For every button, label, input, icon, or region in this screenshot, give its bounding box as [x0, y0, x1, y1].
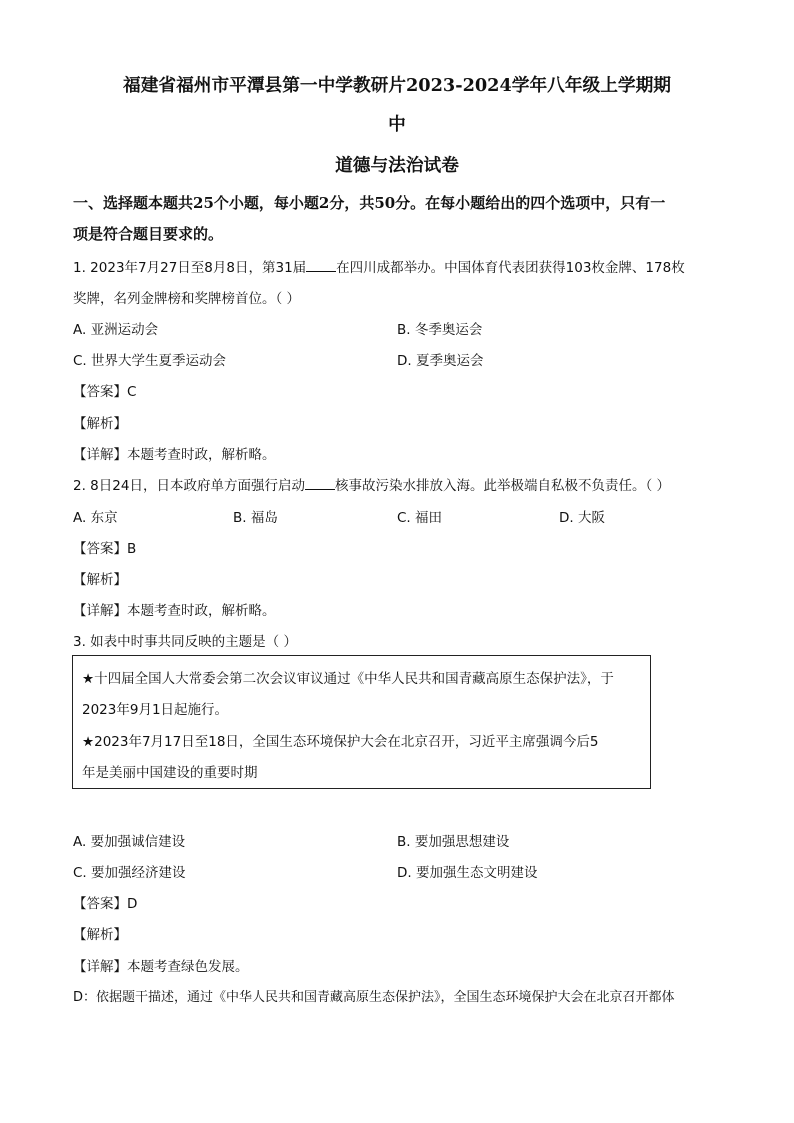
q3-option-b: B. 要加强思想建设	[397, 834, 510, 850]
q2-analysis: 【解析】	[73, 572, 127, 588]
section-heading-line2: 项是符合题目要求的。	[73, 225, 224, 243]
q1-stem-part1: 1. 2023年7月27日至8月8日，第31届	[73, 260, 307, 276]
q1-stem-line1	[73, 256, 685, 276]
q2-option-c: C. 福田	[397, 510, 443, 526]
doc-title-line2: 中	[388, 114, 406, 135]
q3-option-c: C. 要加强经济建设	[73, 865, 186, 881]
q3-option-a: A. 要加强诚信建设	[73, 834, 186, 850]
q1-detail: 【详解】本题考查时政，解析略。	[73, 447, 276, 463]
q1-option-a: A. 亚洲运动会	[73, 322, 159, 338]
q2-option-a: A. 东京	[73, 510, 118, 526]
q3-option-d: D. 要加强生态文明建设	[397, 865, 538, 881]
q3-news-item2-line2: 年是美丽中国建设的重要时期	[82, 765, 258, 781]
q2-stem-part1: 2. 8日24日，日本政府单方面强行启动	[73, 478, 305, 494]
doc-subtitle: 道德与法治试卷	[335, 155, 459, 176]
doc-title-line1: 福建省福州市平潭县第一中学教研片2023-2024学年八年级上学期期	[123, 75, 671, 96]
q2-detail: 【详解】本题考查时政，解析略。	[73, 603, 276, 619]
q2-blank	[305, 477, 335, 490]
q3-detail: 【详解】本题考查绿色发展。	[73, 959, 249, 975]
q1-option-d: D. 夏季奥运会	[397, 353, 484, 369]
q3-news-item1-line2: 2023年9月1日起施行。	[82, 702, 229, 718]
section-heading-line1: 一、选择题本题共25个小题，每小题2分，共50分。在每小题给出的四个选项中，只有一	[73, 194, 666, 212]
q1-stem-part2: 在四川成都举办。中国体育代表团获得103枚金牌、178枚	[336, 260, 685, 276]
q2-stem-part2: 核事故污染水排放入海。此举极端自私极不负责任。（ ）	[334, 478, 670, 494]
q1-blank	[306, 259, 336, 272]
q1-stem-line2: 奖牌，名列金牌榜和奖牌榜首位。（ ）	[73, 291, 301, 307]
q1-option-c: C. 世界大学生夏季运动会	[73, 353, 227, 369]
q1-option-b: B. 冬季奥运会	[397, 322, 483, 338]
q3-stem: 3. 如表中时事共同反映的主题是（ ）	[73, 634, 297, 650]
q3-analysis: 【解析】	[73, 927, 127, 943]
q3-news-item1-line1: ★十四届全国人大常委会第二次会议审议通过《中华人民共和国青藏高原生态保护法》，于	[82, 671, 614, 687]
q2-option-d: D. 大阪	[559, 510, 605, 526]
q2-stem	[73, 474, 670, 494]
q3-option-d-explanation: D：依据题干描述，通过《中华人民共和国青藏高原生态保护法》，全国生态环境保护大会在北京召开都体	[73, 990, 675, 1005]
q3-news-item2-line1: ★2023年7月17日至18日，全国生态环境保护大会在北京召开，习近平主席强调今后5	[82, 734, 599, 750]
q1-analysis: 【解析】	[73, 416, 127, 432]
q2-option-b: B. 福岛	[233, 510, 278, 526]
q3-answer: 【答案】D	[73, 896, 138, 912]
q2-answer: 【答案】B	[73, 541, 137, 557]
q1-answer: 【答案】C	[73, 384, 137, 400]
